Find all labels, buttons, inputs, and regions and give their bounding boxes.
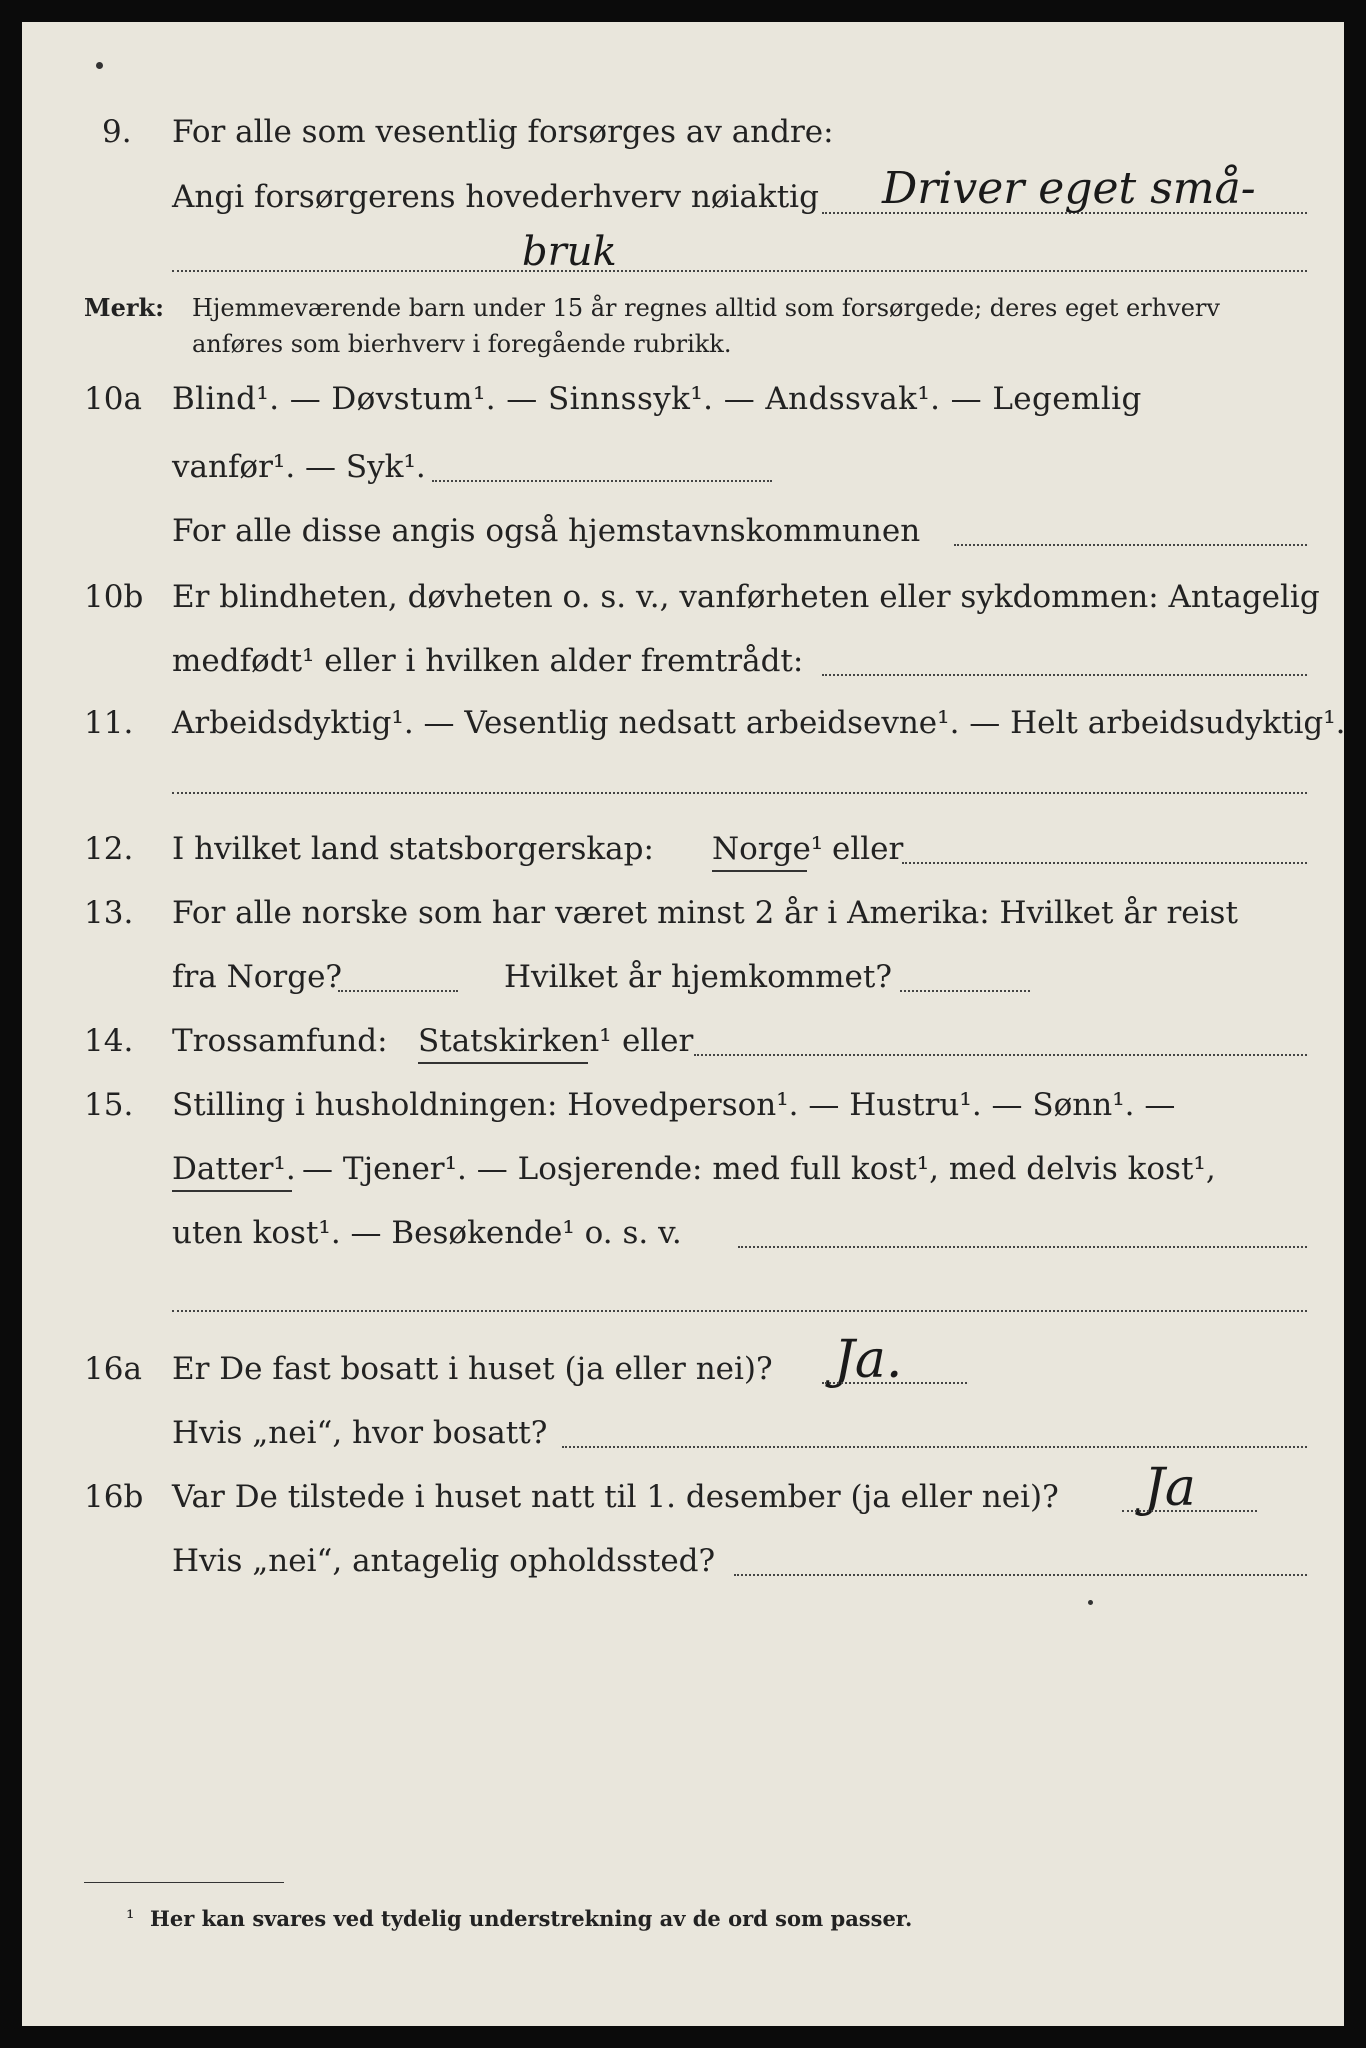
q11-line1: Arbeidsdyktig¹. — Vesentlig nedsatt arbeidsevne¹. — Helt arbeidsudyktig¹. — [172, 705, 1346, 741]
q15-answer-line — [738, 1246, 1307, 1248]
q14-eller: eller — [622, 1023, 694, 1059]
q9-handwritten-answer1: Driver eget små- — [882, 163, 1256, 214]
q15-number: 15. — [84, 1087, 134, 1123]
q9-line1: For alle som vesentlig forsørges av andre: — [172, 114, 834, 150]
q9-answer-line2 — [172, 270, 1307, 272]
q10a-number: 10a — [84, 381, 142, 417]
q13-reist-label: fra Norge? — [172, 959, 343, 995]
q12-text: I hvilket land statsborgerskap: — [172, 831, 654, 867]
q11-number: 11. — [84, 705, 134, 741]
q10a-line1: Blind¹. — Døvstum¹. — Sinnssyk¹. — Andssvak¹. — Legemlig — [172, 381, 1142, 417]
q12-norge-underline — [712, 870, 807, 872]
q16a-bosatt-answer-line — [562, 1446, 1307, 1448]
q10a-line2: vanfør¹. — Syk¹. — [172, 449, 426, 485]
q16b-handwritten-answer: Ja — [1144, 1458, 1196, 1518]
q14-statskirken-underline — [418, 1062, 588, 1064]
q12-answer-line — [902, 862, 1307, 864]
q14-number: 14. — [84, 1023, 134, 1059]
q15-datter-underline — [172, 1190, 292, 1192]
q10b-answer-line — [822, 674, 1307, 676]
q10a-line3: For alle disse angis også hjemstavnskommunen — [172, 513, 921, 549]
q16b-line1: Var De tilstede i huset natt til 1. desember (ja eller nei)? — [172, 1479, 1059, 1515]
q9-line2: Angi forsørgerens hovederhverv nøiaktig — [172, 179, 819, 215]
footnote-text: Her kan svares ved tydelig understrekning av de ord som passer. — [150, 1906, 913, 1931]
q15-datter-option: Datter¹. — [172, 1151, 296, 1187]
q9-number: 9. — [102, 114, 132, 150]
q9-handwritten-answer2: bruk — [522, 229, 617, 275]
q15-line2: — Tjener¹. — Losjerende: med full kost¹, med delvis kost¹, — [302, 1151, 1216, 1187]
census-form-page — [22, 22, 1344, 2026]
q10a-syk-answer-line — [432, 480, 772, 482]
q15-line3: uten kost¹. — Besøkende¹ o. s. v. — [172, 1215, 682, 1251]
merk-label: Merk: — [84, 293, 164, 322]
q13-line1: For alle norske som har været minst 2 år i Amerika: Hvilket år reist — [172, 895, 1238, 931]
q11-answer-line — [172, 792, 1307, 794]
q16b-opholdssted-answer-line — [734, 1574, 1307, 1576]
footnote-mark: ¹ — [126, 1906, 135, 1930]
q16b-line2: Hvis „nei“, antagelig opholdssted? — [172, 1543, 716, 1579]
q16a-number: 16a — [84, 1351, 142, 1387]
q14-answer-line — [694, 1054, 1307, 1056]
q10b-line2: medfødt¹ eller i hvilken alder fremtrådt: — [172, 643, 804, 679]
merk-line1: Hjemmeværende barn under 15 år regnes alltid som forsørgede; deres eget erhverv — [192, 294, 1220, 322]
q12-number: 12. — [84, 831, 134, 867]
q16b-number: 16b — [84, 1479, 144, 1515]
q14-text: Trossamfund: — [172, 1023, 388, 1059]
q10b-number: 10b — [84, 579, 144, 615]
q15-answer-line2 — [172, 1310, 1307, 1312]
q16b-answer-line — [1122, 1510, 1257, 1512]
q10a-hjemstavn-answer-line — [954, 544, 1307, 546]
q16a-line2: Hvis „nei“, hvor bosatt? — [172, 1415, 548, 1451]
q12-eller: eller — [832, 831, 904, 867]
q13-hjemkommet-answer-line — [900, 990, 1030, 992]
q16a-answer-line — [822, 1382, 967, 1384]
q15-line1: Stilling i husholdningen: Hovedperson¹. — Hustru¹. — Sønn¹. — — [172, 1087, 1176, 1123]
ink-speck — [1088, 1600, 1093, 1605]
footnote-rule — [84, 1882, 284, 1883]
q10b-line1: Er blindheten, døvheten o. s. v., vanførheten eller sykdommen: Antagelig — [172, 579, 1320, 615]
q13-reist-answer-line — [338, 990, 458, 992]
q16a-handwritten-answer: Ja. — [834, 1330, 903, 1390]
merk-line2: anføres som bierhverv i foregående rubrikk. — [192, 330, 732, 358]
q12-norge-option: Norge¹ — [712, 831, 824, 867]
ink-speck — [96, 62, 103, 69]
q14-statskirken-option: Statskirken¹ — [418, 1023, 612, 1059]
q13-hjemkommet-label: Hvilket år hjemkommet? — [504, 959, 892, 995]
q16a-line1: Er De fast bosatt i huset (ja eller nei)? — [172, 1351, 773, 1387]
q13-number: 13. — [84, 895, 134, 931]
